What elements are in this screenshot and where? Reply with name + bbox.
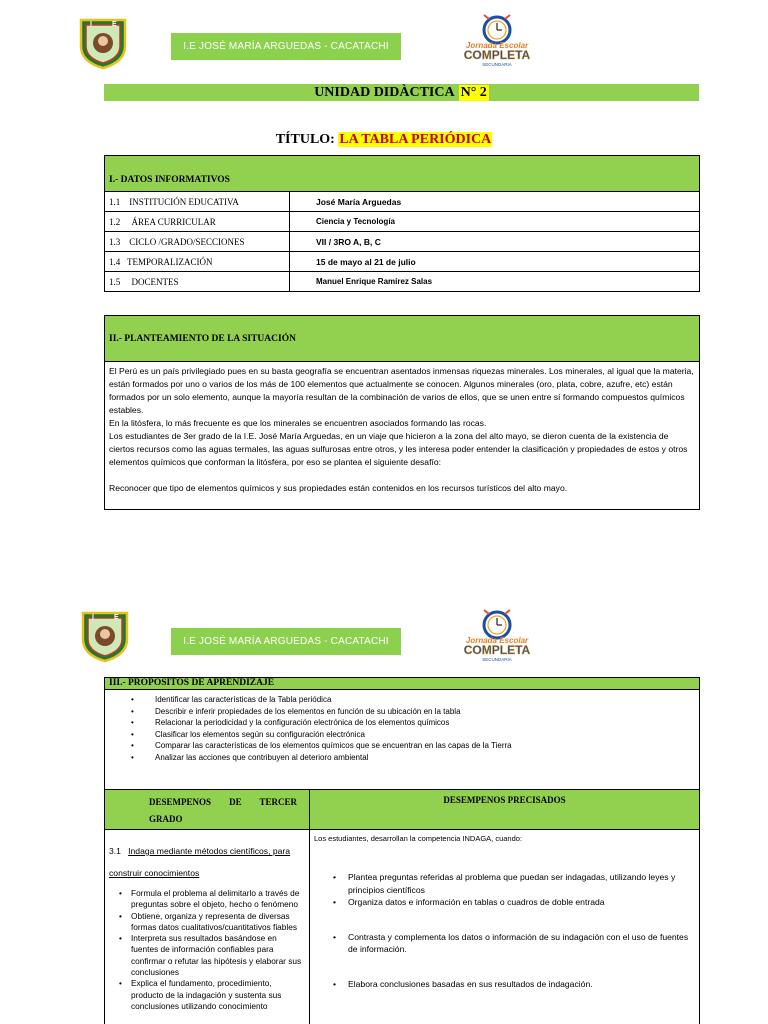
table-row: [105, 212, 700, 232]
shield-letter-right: E: [112, 21, 117, 28]
jec-logo-top-text: Jornada Escolar: [465, 636, 529, 645]
unit-label: UNIDAD DIDÀCTICA: [314, 84, 455, 100]
row-label: 1.1 INSTITUCIÓN EDUCATIVA: [105, 192, 290, 212]
shield-letter-left: I: [90, 21, 92, 28]
jec-logo: [455, 605, 539, 663]
propositos-table: [104, 677, 700, 1024]
shield-letter-right: E: [114, 614, 119, 621]
unit-title-bar: [104, 84, 699, 101]
propositos-list-cell: [105, 690, 700, 790]
situacion-body: [105, 362, 699, 495]
desempenos-left-heading: DESEMPENOS DE TERCER GRADO: [105, 790, 310, 830]
datos-informativos-table: [104, 155, 700, 292]
desempenos-right-list: [314, 871, 691, 990]
shield-letter-left: I: [92, 614, 94, 621]
situacion-challenge: Reconocer que tipo de elementos químicos y sus propiedades están contenidos en los recursos turísticos del alto mayo.: [109, 483, 568, 493]
school-shield-logo: [77, 16, 129, 70]
jec-logo-bottom-text: SECUNDARIA: [482, 657, 512, 662]
desempenos-body-row: [105, 830, 700, 1024]
row-label: 1.3 CICLO /GRADO/SECCIONES: [105, 232, 290, 252]
situacion-section: [104, 315, 700, 510]
jec-logo-main-text: COMPLETA: [463, 643, 531, 657]
title-value: LA TABLA PERIÓDICA: [339, 132, 492, 147]
row-label: 1.2 ÁREA CURRICULAR: [105, 212, 290, 232]
desempenos-right-cell: [310, 830, 700, 1024]
unit-number: N° 2: [460, 84, 487, 100]
desempenos-left-cell: [105, 830, 310, 1024]
row-value: José María Arguedas: [290, 192, 700, 212]
list-item: • Explica el fundamento, procedimiento, producto de la indagación y sustenta sus conclusiones utilizando conocimiento: [109, 978, 305, 1012]
school-shield-logo: [79, 609, 131, 663]
propositos-heading-row: [105, 678, 700, 690]
row-value: 15 de mayo al 21 de julio: [290, 252, 700, 272]
row-label: 1.5 DOCENTES: [105, 272, 290, 292]
desempenos-intro: Los estudiantes, desarrollan la competencia INDAGA, cuando:: [314, 834, 523, 843]
list-item: • Obtiene, organiza y representa de diversas formas datos cualitativos/cuantitativos fiables: [109, 911, 305, 934]
jec-logo-bottom-text: SECUNDARIA: [482, 62, 512, 67]
list-item: • Clasificar los elementos según su configuración electrónica: [105, 729, 699, 741]
title-label: TÍTULO:: [275, 132, 335, 147]
propositos-list-row: [105, 690, 700, 790]
situacion-paragraph: En la litósfera, lo más frecuente es que los minerales se encuentren asociados formando las rocas.: [109, 418, 487, 428]
jec-logo-main-text: COMPLETA: [463, 48, 531, 62]
row-value: Manuel Enrique Ramírez Salas: [290, 272, 700, 292]
propositos-list: [105, 694, 699, 763]
list-item: • Plantea preguntas referidas al problema que puedan ser indagadas, utilizando leyes y principios científicos: [314, 871, 691, 896]
situacion-paragraph: El Perú es un país privilegiado pues en su basta geografía se encuentran asentados inmensas riquezas minerales. Los minerales, al igual que la materia, están formados por uno o varios de los más de 100 elementos que actualmente se conocen. Algunos minerales (oro, plata, cobre, azufre, etc) están formados por un solo elemento, aunque la mayoría resultan de la combinación de varios de ellos, que se unen entre sí formando compuestos químicos estables.: [109, 366, 694, 415]
table-row: [105, 272, 700, 292]
capacity-number: 3.1: [109, 846, 121, 856]
list-item: • Contrasta y complementa los datos o información de su indagación con el uso de fuentes de información.: [314, 931, 691, 956]
table-row: [105, 232, 700, 252]
list-item: • Organiza datos e información en tablas o cuadros de doble entrada: [314, 896, 691, 909]
propositos-heading: III.- PROPÓSITOS DE APRENDIZAJE: [105, 678, 700, 690]
jec-logo-top-text: Jornada Escolar: [465, 41, 529, 50]
list-item: • Analizar las acciones que contribuyen al deterioro ambiental: [105, 752, 699, 764]
desempenos-left-list: [109, 888, 305, 1012]
row-label: 1.4 TEMPORALIZACIÓN: [105, 252, 290, 272]
capacity-heading: [109, 840, 305, 884]
capacity-title-line-2: construir conocimientos: [109, 868, 200, 878]
document-title: [0, 132, 768, 148]
capacity-title-line-1: Indaga mediante métodos científicos, para: [128, 846, 291, 856]
datos-heading-row: [105, 156, 700, 192]
school-name-banner: I.E JOSÉ MARÍA ARGUEDAS - CACATACHI: [171, 628, 401, 655]
list-item: • Describir e inferir propiedades de los elementos en función de su ubicación en la tabla: [105, 706, 699, 718]
desempenos-heading-row: [105, 790, 700, 830]
list-item: • Relacionar la periodicidad y la configuración electrónica de los elementos químicos: [105, 717, 699, 729]
list-item: • Interpreta sus resultados basándose en fuentes de información confiables para confirmar o refutar las hipótesis y elaborar sus conclusiones: [109, 933, 305, 978]
row-value: Ciencia y Tecnología: [290, 212, 700, 232]
list-item: • Identificar las características de la Tabla periódica: [105, 694, 699, 706]
row-value: VII / 3RO A, B, C: [290, 232, 700, 252]
list-item: • Elabora conclusiones basadas en sus resultados de indagación.: [314, 978, 691, 991]
table-row: [105, 252, 700, 272]
datos-heading: I.- DATOS INFORMATIVOS: [105, 156, 700, 192]
school-name-banner: I.E JOSÉ MARÍA ARGUEDAS - CACATACHI: [171, 33, 401, 60]
list-item: • Comparar las características de los elementos químicos que se encuentran en las capas de la Tierra: [105, 740, 699, 752]
table-row: [105, 192, 700, 212]
situacion-heading: II.- PLANTEAMIENTO DE LA SITUACIÓN: [105, 316, 699, 362]
situacion-paragraph: Los estudiantes de 3er grado de la I.E. José María Arguedas, en un viaje que hicieron a la zona del alto mayo, se dieron cuenta de la existencia de ciertos recursos como las aguas termales, las aguas sulfurosas entre otros, y les interesa poder entender la clasificación y propiedades de estos y otros elementos químicos que conforman la litósfera, por eso se plantea el siguiente desafío:: [109, 431, 688, 467]
desempenos-right-heading: DESEMPENOS PRECISADOS: [310, 790, 700, 830]
jec-logo: [455, 10, 539, 68]
list-item: • Formula el problema al delimitarlo a través de preguntas sobre el objeto, hecho o fenómeno: [109, 888, 305, 911]
